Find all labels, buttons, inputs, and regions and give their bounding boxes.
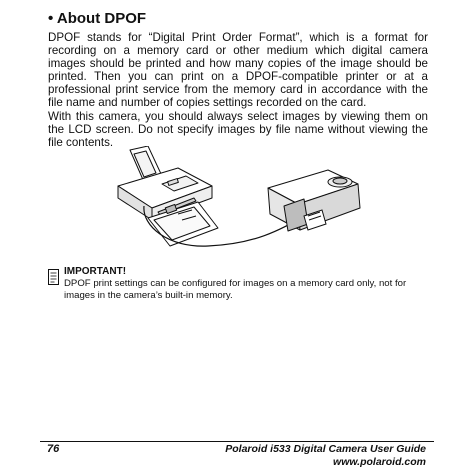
guide-title: Polaroid i533 Digital Camera User Guide <box>225 443 426 455</box>
body-text <box>48 31 428 149</box>
important-note-text: DPOF print settings can be configured for images on a memory card only, not for images in the camera’s built-in memory. <box>64 278 407 301</box>
footer-divider <box>40 441 434 442</box>
page-number: 76 <box>47 443 60 455</box>
heading-bullet: • <box>48 10 54 27</box>
section-heading <box>48 10 146 27</box>
note-icon <box>48 269 59 285</box>
important-title: IMPORTANT! <box>64 266 127 277</box>
dpof-illustration <box>108 146 368 254</box>
paragraph-select-images: With this camera, you should always select images by viewing them on the LCD screen. Do not specify images by file name without viewing the file contents. <box>48 109 428 149</box>
printer-icon <box>118 146 218 246</box>
heading-title: About DPOF <box>56 10 147 27</box>
website-link[interactable]: www.polaroid.com <box>333 456 426 468</box>
paragraph-dpof-definition: DPOF stands for “Digital Print Order Format”, which is a format for recording on a memory card or other medium which digital camera images should be printed and how many copies of the image should be printed. Then you can print on a DPOF-compatible printer or at a professional print service from the memory card in accordance with the file name and number of copies settings recorded on the card. <box>48 31 428 110</box>
